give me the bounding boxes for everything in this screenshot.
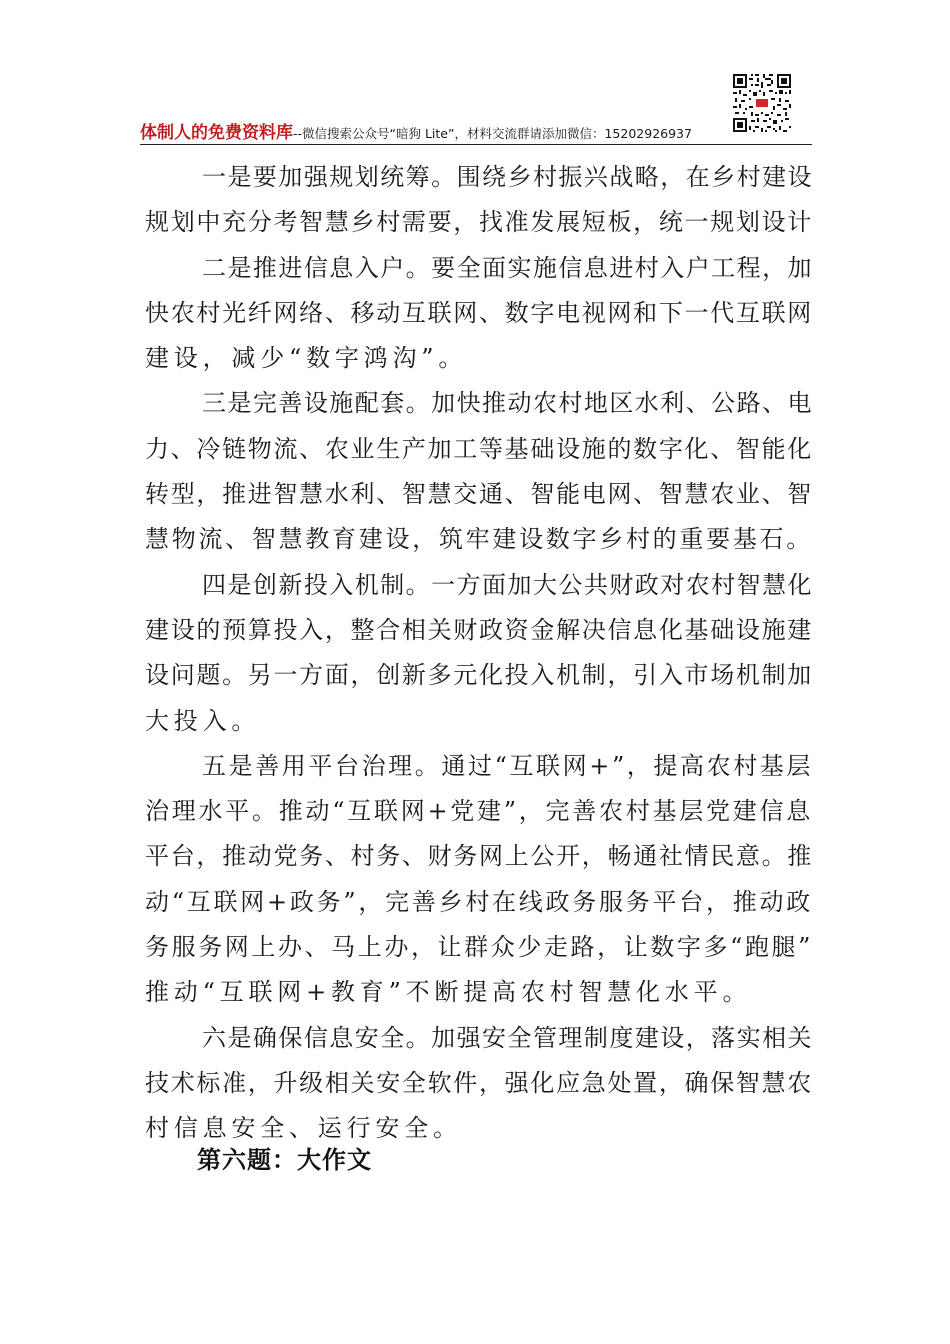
text-line: 建设，减少“数字鸿沟”。 — [145, 344, 468, 373]
text-line: 设问题。另一方面，创新多元化投入机制，引入市场机制加 — [145, 661, 813, 690]
text-line: 务服务网上办、马上办，让群众少走路，让数字多“跑腿” — [145, 933, 813, 962]
text-line: 五是善用平台治理。通过“互联网+”，提高农村基层 — [202, 751, 813, 780]
paragraph — [145, 246, 813, 382]
text-line: 推动“互联网+教育”不断提高农村智慧化水平。 — [145, 978, 752, 1007]
text-line: 慧物流、智慧教育建设，筑牢建设数字乡村的重要基石。 — [145, 525, 813, 554]
header-brand: 体制人的免费资料库 — [140, 123, 293, 143]
text-line: 一是要加强规划统筹。围绕乡村振兴战略，在乡村建设 — [202, 163, 813, 191]
paragraph — [145, 381, 813, 562]
document-body — [145, 155, 813, 1152]
text-line: 二是推进信息入户。要全面实施信息进村入户工程，加 — [202, 253, 813, 282]
paragraph — [145, 563, 813, 744]
text-line: 快农村光纤网络、移动互联网、数字电视网和下一代互联网 — [145, 298, 813, 327]
header-divider — [140, 144, 812, 145]
text-line: 六是确保信息安全。加强安全管理制度建设，落实相关 — [202, 1023, 813, 1052]
text-line: 三是完善设施配套。加快推动农村地区水利、公路、电 — [202, 389, 813, 418]
text-line: 转型，推进智慧水利、智慧交通、智能电网、智慧农业、智 — [145, 480, 813, 509]
paragraph — [145, 744, 813, 1016]
header-note: --微信搜索公众号“暗狗 Lite”，材料交流群请添加微信：15202926937 — [293, 126, 692, 141]
paragraph — [145, 155, 813, 246]
text-line: 平台，推动党务、村务、财务网上公开，畅通社情民意。推 — [145, 842, 813, 871]
text-line: 四是创新投入机制。一方面加大公共财政对农村智慧化 — [202, 570, 813, 599]
text-line: 力、冷链物流、农业生产加工等基础设施的数字化、智能化 — [145, 434, 813, 463]
text-line: 建设的预算投入，整合相关财政资金解决信息化基础设施建 — [145, 615, 813, 644]
paragraph — [145, 1016, 813, 1152]
text-line: 规划中充分考智慧乡村需要，找准发展短板，统一规划设计 — [145, 208, 813, 237]
section-heading: 第六题：大作文 — [197, 1146, 372, 1174]
text-line: 大投入。 — [145, 706, 261, 735]
text-line: 治理水平。推动“互联网+党建”，完善农村基层党建信息 — [145, 797, 813, 826]
text-line: 动“互联网+政务”，完善乡村在线政务服务平台，推动政 — [145, 887, 813, 916]
text-line: 村信息安全、运行安全。 — [145, 1114, 462, 1143]
text-line: 技术标准，升级相关安全软件，强化应急处置，确保智慧农 — [145, 1068, 813, 1097]
